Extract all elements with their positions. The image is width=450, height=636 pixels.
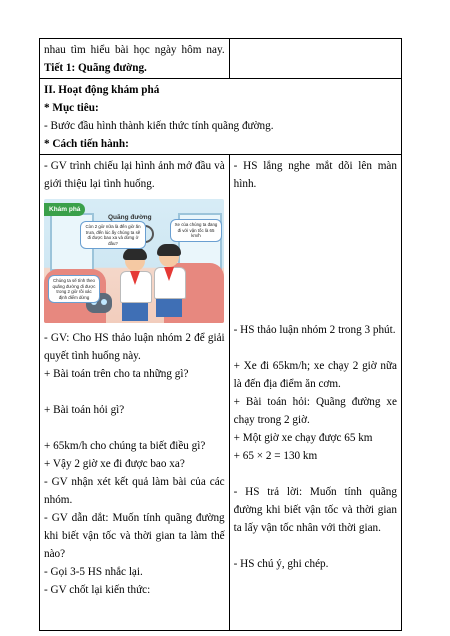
student-boy	[118, 251, 152, 321]
intro-sentence	[44, 41, 225, 77]
activity-row	[40, 155, 402, 631]
goal-label: * Mục tiêu:	[44, 102, 99, 114]
student-boy	[152, 247, 186, 321]
section-title: II. Hoạt động khám phá	[44, 84, 160, 96]
teacher-review: - GV nhận xét kết quả làm bài của các nhóm.	[44, 476, 225, 506]
teacher-discuss: - GV: Cho HS thảo luận nhóm 2 để giải quyết tình huống này.	[44, 332, 225, 362]
teacher-guide: - GV dẫn dắt: Muốn tính quãng đường khi biết vận tốc và thời gian ta làm thế nào?	[44, 512, 225, 560]
answer-2: + Bài toán hỏi: Quãng đường xe chạy trong 2 giờ.	[233, 396, 397, 426]
student-activity-cell	[229, 155, 401, 631]
student-cell	[229, 39, 401, 79]
explore-tag: Khám phá	[44, 203, 85, 216]
section-row	[40, 79, 402, 155]
lesson-table	[39, 38, 402, 631]
answer-3: + Một giờ xe chạy được 65 km	[233, 432, 373, 444]
teacher-intro: - GV trình chiếu lại hình ảnh mở đầu và giới thiệu lại tình huống.	[44, 160, 225, 190]
speech-bubble: Chúng ta sẽ tính theo quãng đường đi được trong 2 giờ rồi xác định điểm dừng	[48, 275, 100, 303]
lesson-illustration	[44, 199, 224, 323]
lesson-plan-page	[39, 38, 402, 631]
question-4: + Vậy 2 giờ xe đi được bao xa?	[44, 458, 185, 470]
illustration-caption: Quãng đường	[108, 214, 152, 221]
student-watch: - HS lắng nghe mắt dõi lên màn hình.	[233, 160, 397, 190]
answer-1: + Xe đi 65km/h; xe chạy 2 giờ nữa là đến địa điểm ăn cơm.	[233, 360, 397, 390]
method-label: * Cách tiến hành:	[44, 138, 129, 150]
teacher-cell	[40, 39, 230, 79]
answer-4: + 65 × 2 = 130 km	[233, 450, 318, 462]
table-row	[40, 39, 402, 79]
student-answer: - HS trả lời: Muốn tính quãng đường khi biết vận tốc và thời gian ta lấy vận tốc nhân với thời gian.	[233, 486, 397, 534]
intro-text: nhau tìm hiểu bài học ngày hôm nay.	[44, 44, 225, 56]
teacher-conclude: - GV chốt lại kiến thức:	[44, 584, 151, 596]
teacher-repeat: - Gọi 3-5 HS nhắc lại.	[44, 566, 143, 578]
speech-bubble: Còn 2 giờ nữa là đến giờ ăn trưa, đến lúc ấy chúng ta sẽ đi được bao xa và dừng ở đâu?	[80, 221, 146, 249]
question-3: + 65km/h cho chúng ta biết điều gì?	[44, 440, 206, 452]
question-2: + Bài toán hỏi gì?	[44, 404, 125, 416]
teacher-activity-cell	[40, 155, 230, 631]
student-group: - HS thảo luận nhóm 2 trong 3 phút.	[233, 324, 396, 336]
goal-text: - Bước đầu hình thành kiến thức tính quãng đường.	[44, 120, 274, 132]
student-note: - HS chú ý, ghi chép.	[233, 558, 329, 570]
speech-bubble: Xe của chúng ta đang đi với vận tốc là 65 km/h	[170, 219, 222, 242]
section-cell	[40, 79, 402, 155]
question-1: + Bài toán trên cho ta những gì?	[44, 368, 189, 380]
lesson-title: Tiết 1: Quãng đường.	[44, 62, 147, 74]
